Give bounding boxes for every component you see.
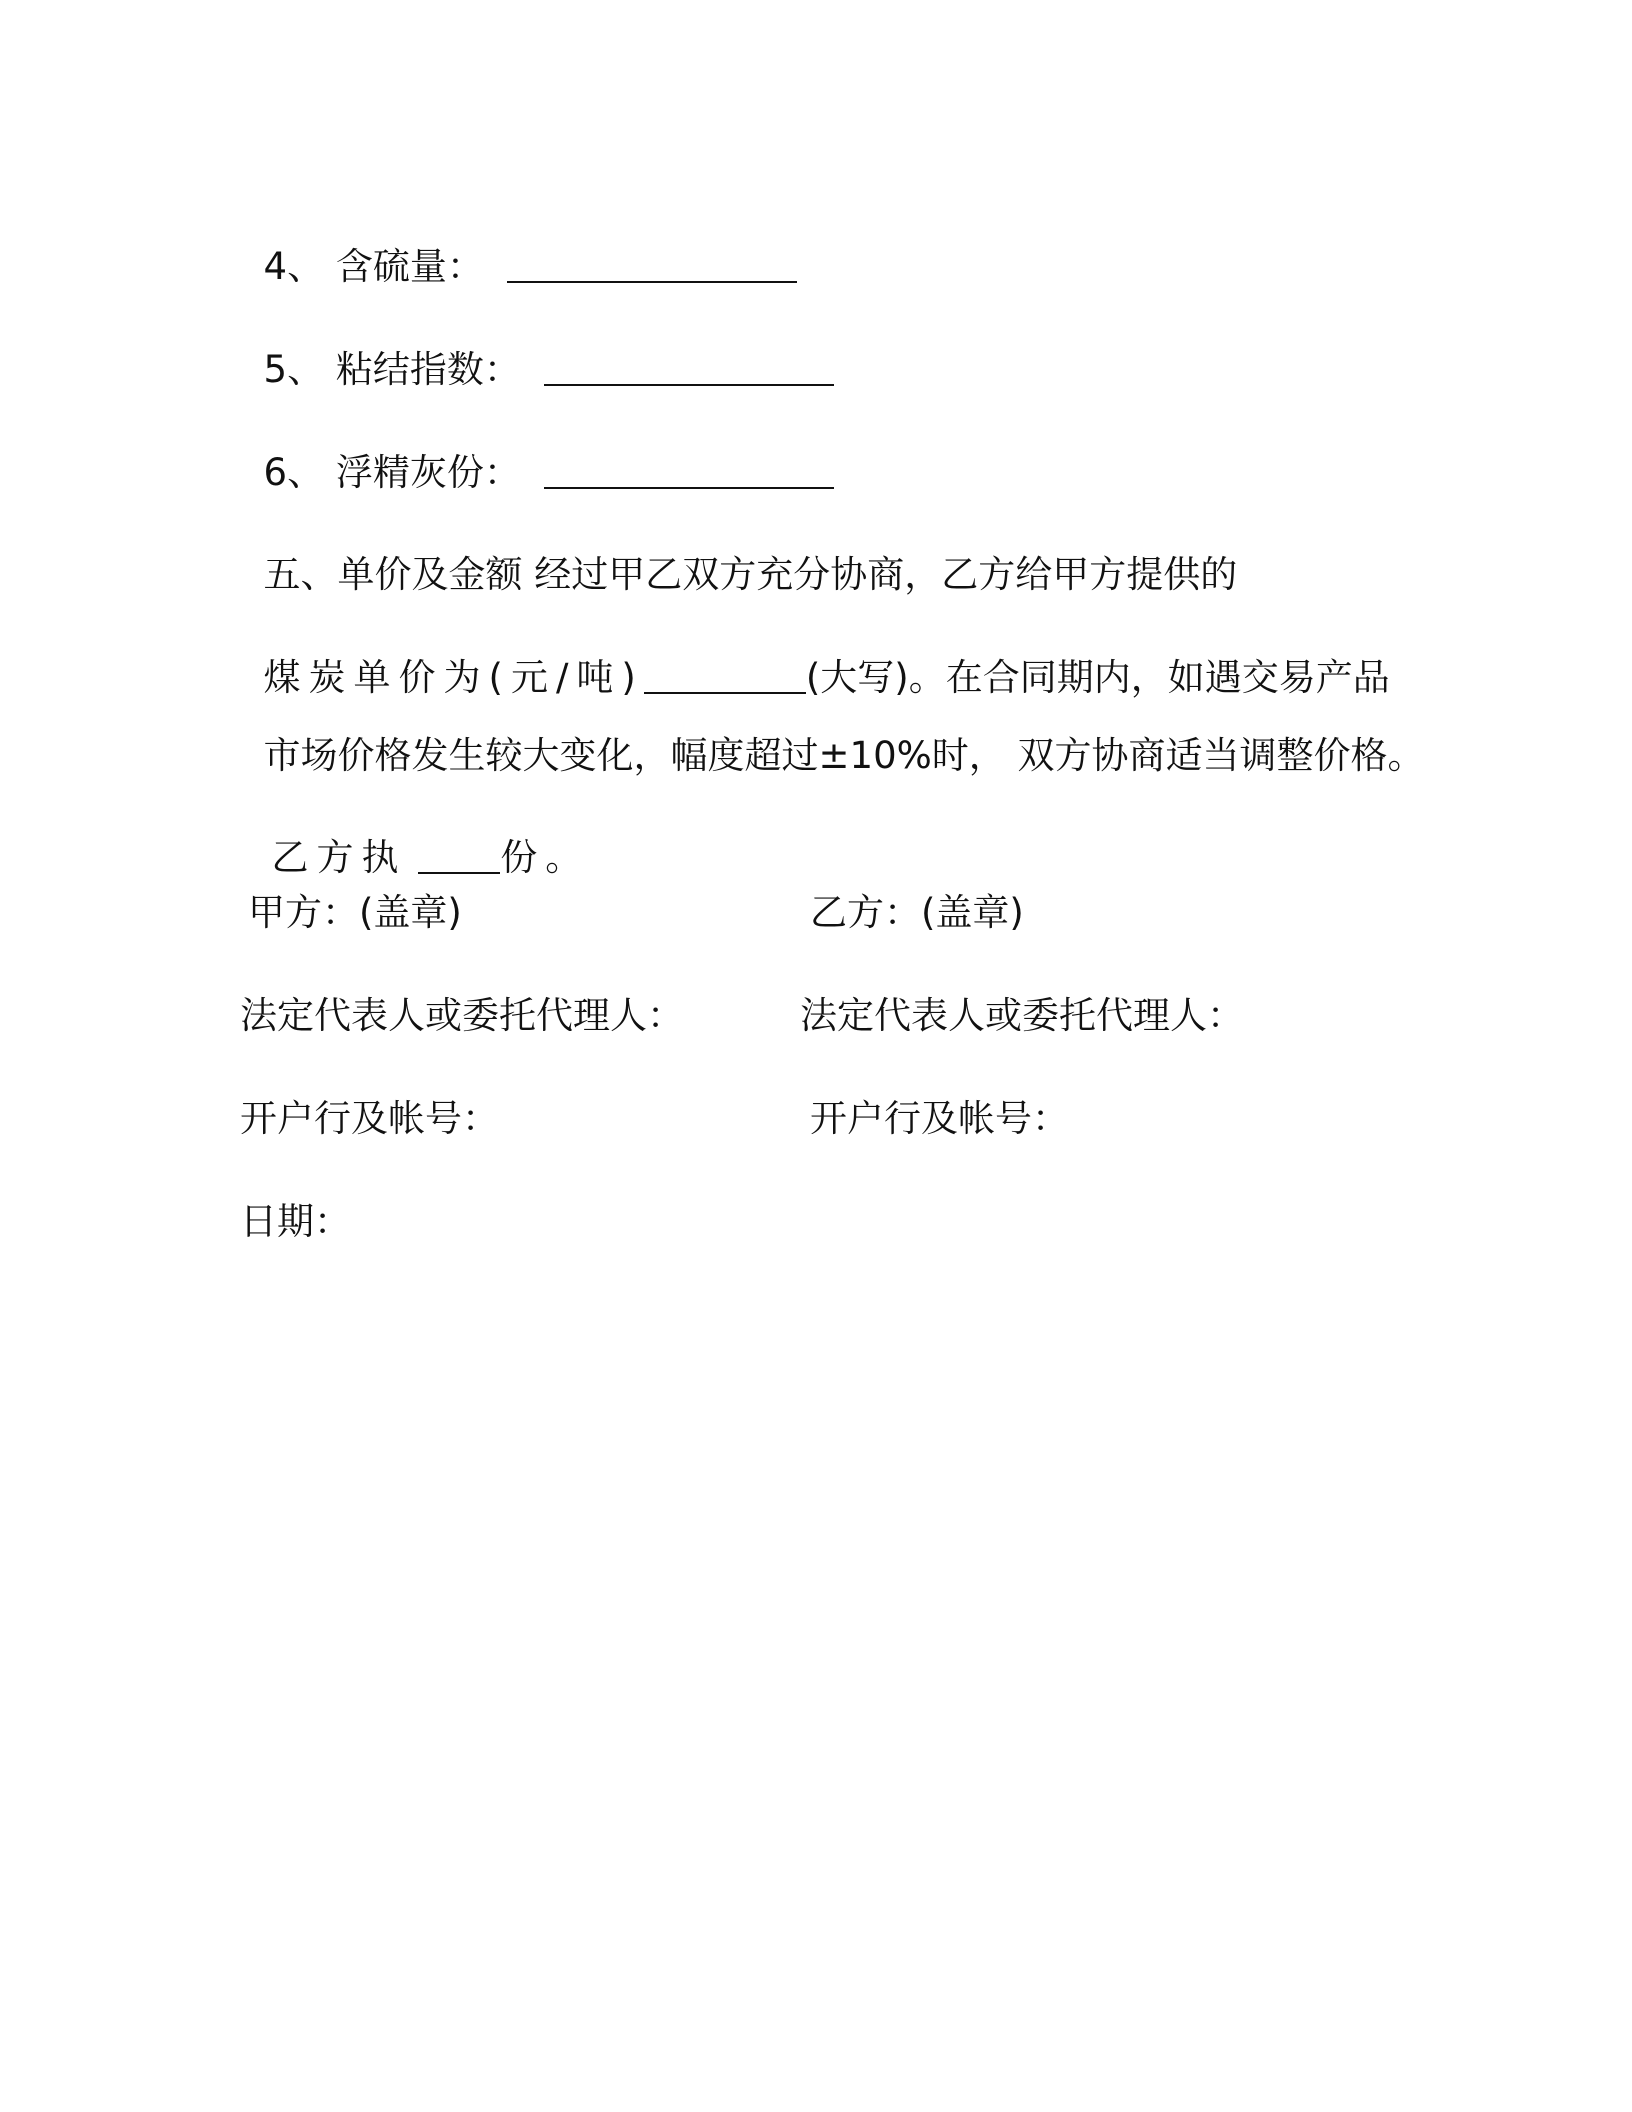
section-heading: 五、单价及金额 bbox=[263, 553, 523, 596]
item-label: 含硫量： bbox=[335, 245, 484, 288]
party-b-bank-account: 开户行及帐号： bbox=[810, 1097, 1069, 1140]
price-prefix: 煤炭单价为(元/吨) bbox=[263, 656, 644, 699]
copies-line bbox=[248, 786, 590, 882]
clean-coal-ash-blank[interactable] bbox=[544, 457, 834, 489]
party-a-representative: 法定代表人或委托代理人： bbox=[240, 994, 684, 1037]
party-a-bank-account: 开户行及帐号： bbox=[240, 1097, 499, 1140]
party-b-representative: 法定代表人或委托代理人： bbox=[800, 994, 1244, 1037]
item-caking-index bbox=[240, 298, 834, 394]
price-suffix: (大写)。在合同期内，如遇交易产品 bbox=[805, 656, 1390, 699]
item-number: 6、 bbox=[263, 451, 325, 494]
item-label: 粘结指数： bbox=[335, 348, 521, 391]
copies-count-blank[interactable] bbox=[418, 842, 500, 874]
copies-prefix: 乙方执 bbox=[271, 836, 407, 879]
price-change-line bbox=[240, 684, 1425, 780]
caking-index-blank[interactable] bbox=[544, 354, 834, 386]
copies-suffix: 份。 bbox=[500, 836, 591, 879]
party-b-seal: 乙方：(盖章) bbox=[810, 891, 1024, 934]
item-label: 浮精灰份： bbox=[335, 451, 521, 494]
item-clean-coal-ash bbox=[240, 401, 834, 497]
item-sulfur-content bbox=[240, 195, 797, 291]
item-number: 4、 bbox=[263, 245, 325, 288]
price-change-text: 市场价格发生较大变化，幅度超过±10%时， 双方协商适当调整价格。 bbox=[263, 734, 1425, 777]
section-intro: 经过甲乙双方充分协商，乙方给甲方提供的 bbox=[534, 553, 1238, 596]
item-number: 5、 bbox=[263, 348, 325, 391]
sulfur-content-blank[interactable] bbox=[507, 251, 797, 283]
date-label: 日期： bbox=[240, 1200, 351, 1243]
party-a-seal: 甲方：(盖章) bbox=[248, 891, 462, 934]
section5-heading-line bbox=[240, 503, 1237, 599]
